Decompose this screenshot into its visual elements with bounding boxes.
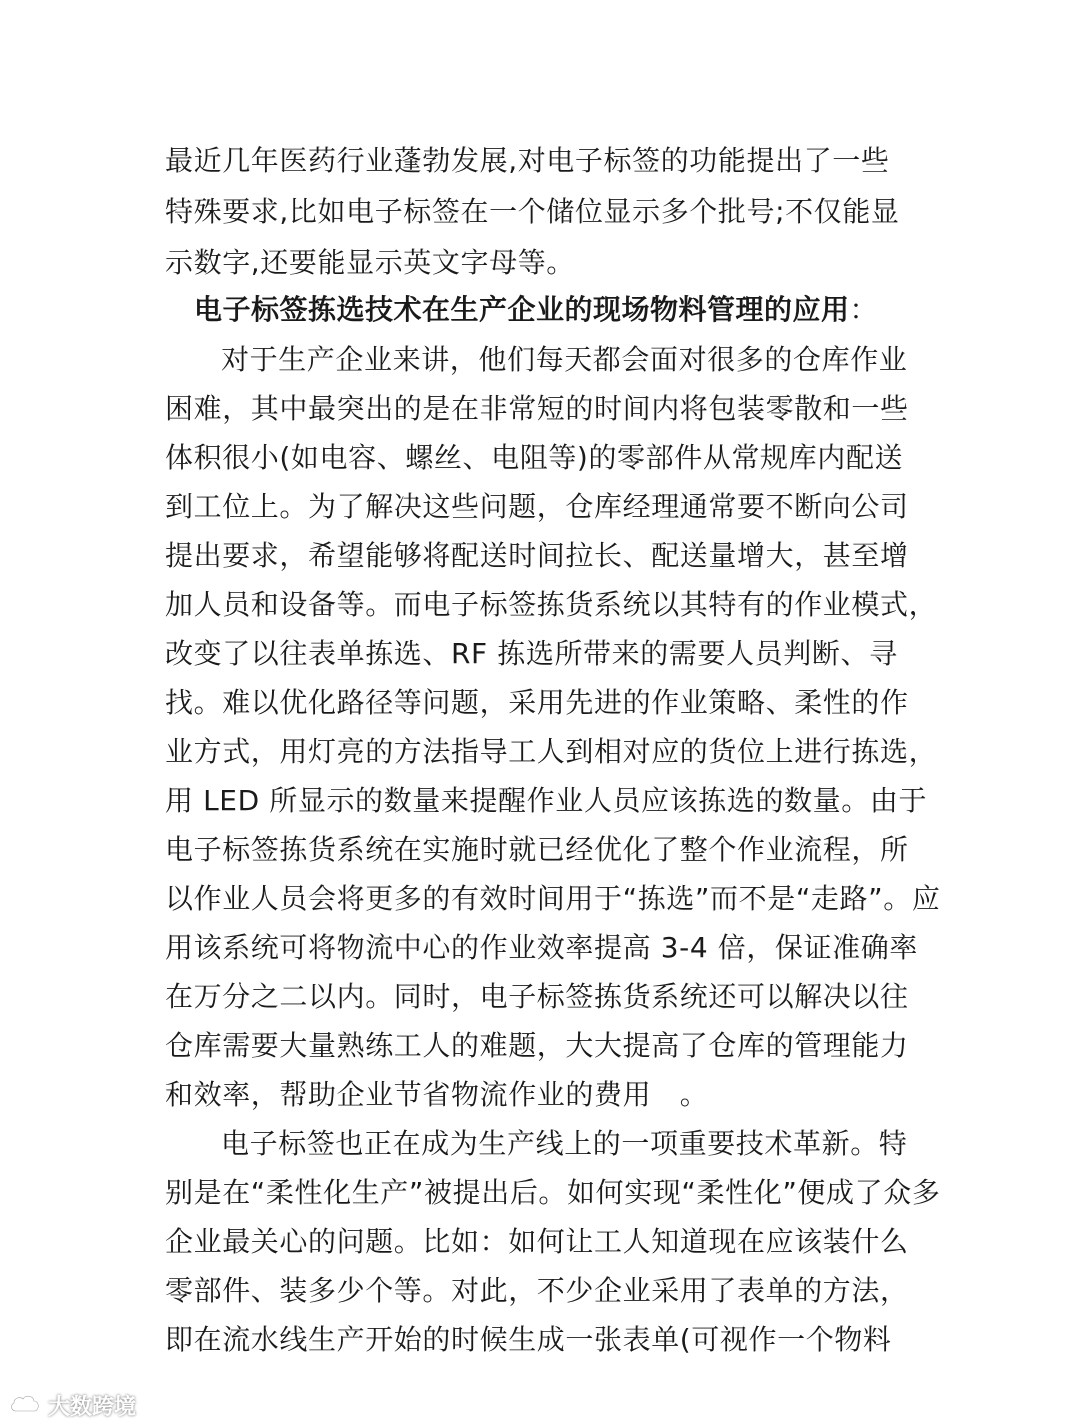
paragraph-3-line-2: 别是在“柔性化生产”被提出后。如何实现“柔性化”便成了众多 bbox=[165, 1176, 941, 1209]
paragraph-3-line-3: 企业最关心的问题。比如：如何让工人知道现在应该装什么 bbox=[165, 1225, 909, 1258]
paragraph-2-line-1: 对于生产企业来讲，他们每天都会面对很多的仓库作业 bbox=[221, 343, 908, 376]
paragraph-2-line-11: 电子标签拣货系统在实施时就已经优化了整个作业流程，所 bbox=[165, 833, 909, 866]
paragraph-2-line-6: 加人员和设备等。而电子标签拣货系统以其特有的作业模式， bbox=[165, 588, 938, 621]
paragraph-2-line-10: 用 LED 所显示的数量来提醒作业人员应该拣选的数量。由于 bbox=[165, 784, 928, 817]
paragraph-2-line-16: 和效率，帮助企业节省物流作业的费用 。 bbox=[165, 1078, 709, 1111]
paragraph-2-line-4: 到工位上。为了解决这些问题，仓库经理通常要不断向公司 bbox=[165, 490, 909, 523]
paragraph-2-line-5: 提出要求，希望能够将配送时间拉长、配送量增大，甚至增 bbox=[165, 539, 909, 572]
paragraph-1-line-1: 最近几年医药行业蓬勃发展,对电子标签的功能提出了一些 bbox=[165, 144, 890, 177]
watermark bbox=[8, 1390, 136, 1420]
paragraph-3-line-1: 电子标签也正在成为生产线上的一项重要技术革新。特 bbox=[221, 1127, 908, 1160]
paragraph-2-line-12: 以作业人员会将更多的有效时间用于“拣选”而不是“走路”。应 bbox=[165, 882, 941, 915]
paragraph-2-line-13: 用该系统可将物流中心的作业效率提高 3-4 倍，保证准确率 bbox=[165, 931, 918, 964]
paragraph-1-line-2: 特殊要求,比如电子标签在一个储位显示多个批号;不仅能显 bbox=[165, 195, 900, 228]
paragraph-2-line-9: 业方式，用灯亮的方法指导工人到相对应的货位上进行拣选， bbox=[165, 735, 938, 768]
paragraph-3-line-5: 即在流水线生产开始的时候生成一张表单(可视作一个物料 bbox=[165, 1323, 892, 1356]
paragraph-2-line-2: 困难，其中最突出的是在非常短的时间内将包装零散和一些 bbox=[165, 392, 909, 425]
paragraph-2-line-15: 仓库需要大量熟练工人的难题，大大提高了仓库的管理能力 bbox=[165, 1029, 909, 1062]
watermark-text: 大数跨境 bbox=[48, 1394, 137, 1420]
section-heading-suffix: ： bbox=[849, 293, 879, 326]
paragraph-2-line-8: 找。难以优化路径等问题，采用先进的作业策略、柔性的作 bbox=[165, 686, 909, 719]
cloud-logo-icon bbox=[8, 1393, 42, 1417]
section-heading bbox=[194, 285, 974, 334]
paragraph-2-line-14: 在万分之二以内。同时，电子标签拣货系统还可以解决以往 bbox=[165, 980, 909, 1013]
paragraph-2-line-7: 改变了以往表单拣选、RF 拣选所带来的需要人员判断、寻 bbox=[165, 637, 898, 670]
paragraph-1-line-3: 示数字,还要能显示英文字母等。 bbox=[165, 246, 575, 279]
paragraph-3-line-4: 零部件、装多少个等。对此，不少企业采用了表单的方法， bbox=[165, 1274, 909, 1307]
section-heading-text: 电子标签拣选技术在生产企业的现场物料管理的应用 bbox=[194, 293, 850, 326]
paragraph-2-line-3: 体积很小(如电容、螺丝、电阻等)的零部件从常规库内配送 bbox=[165, 441, 904, 474]
